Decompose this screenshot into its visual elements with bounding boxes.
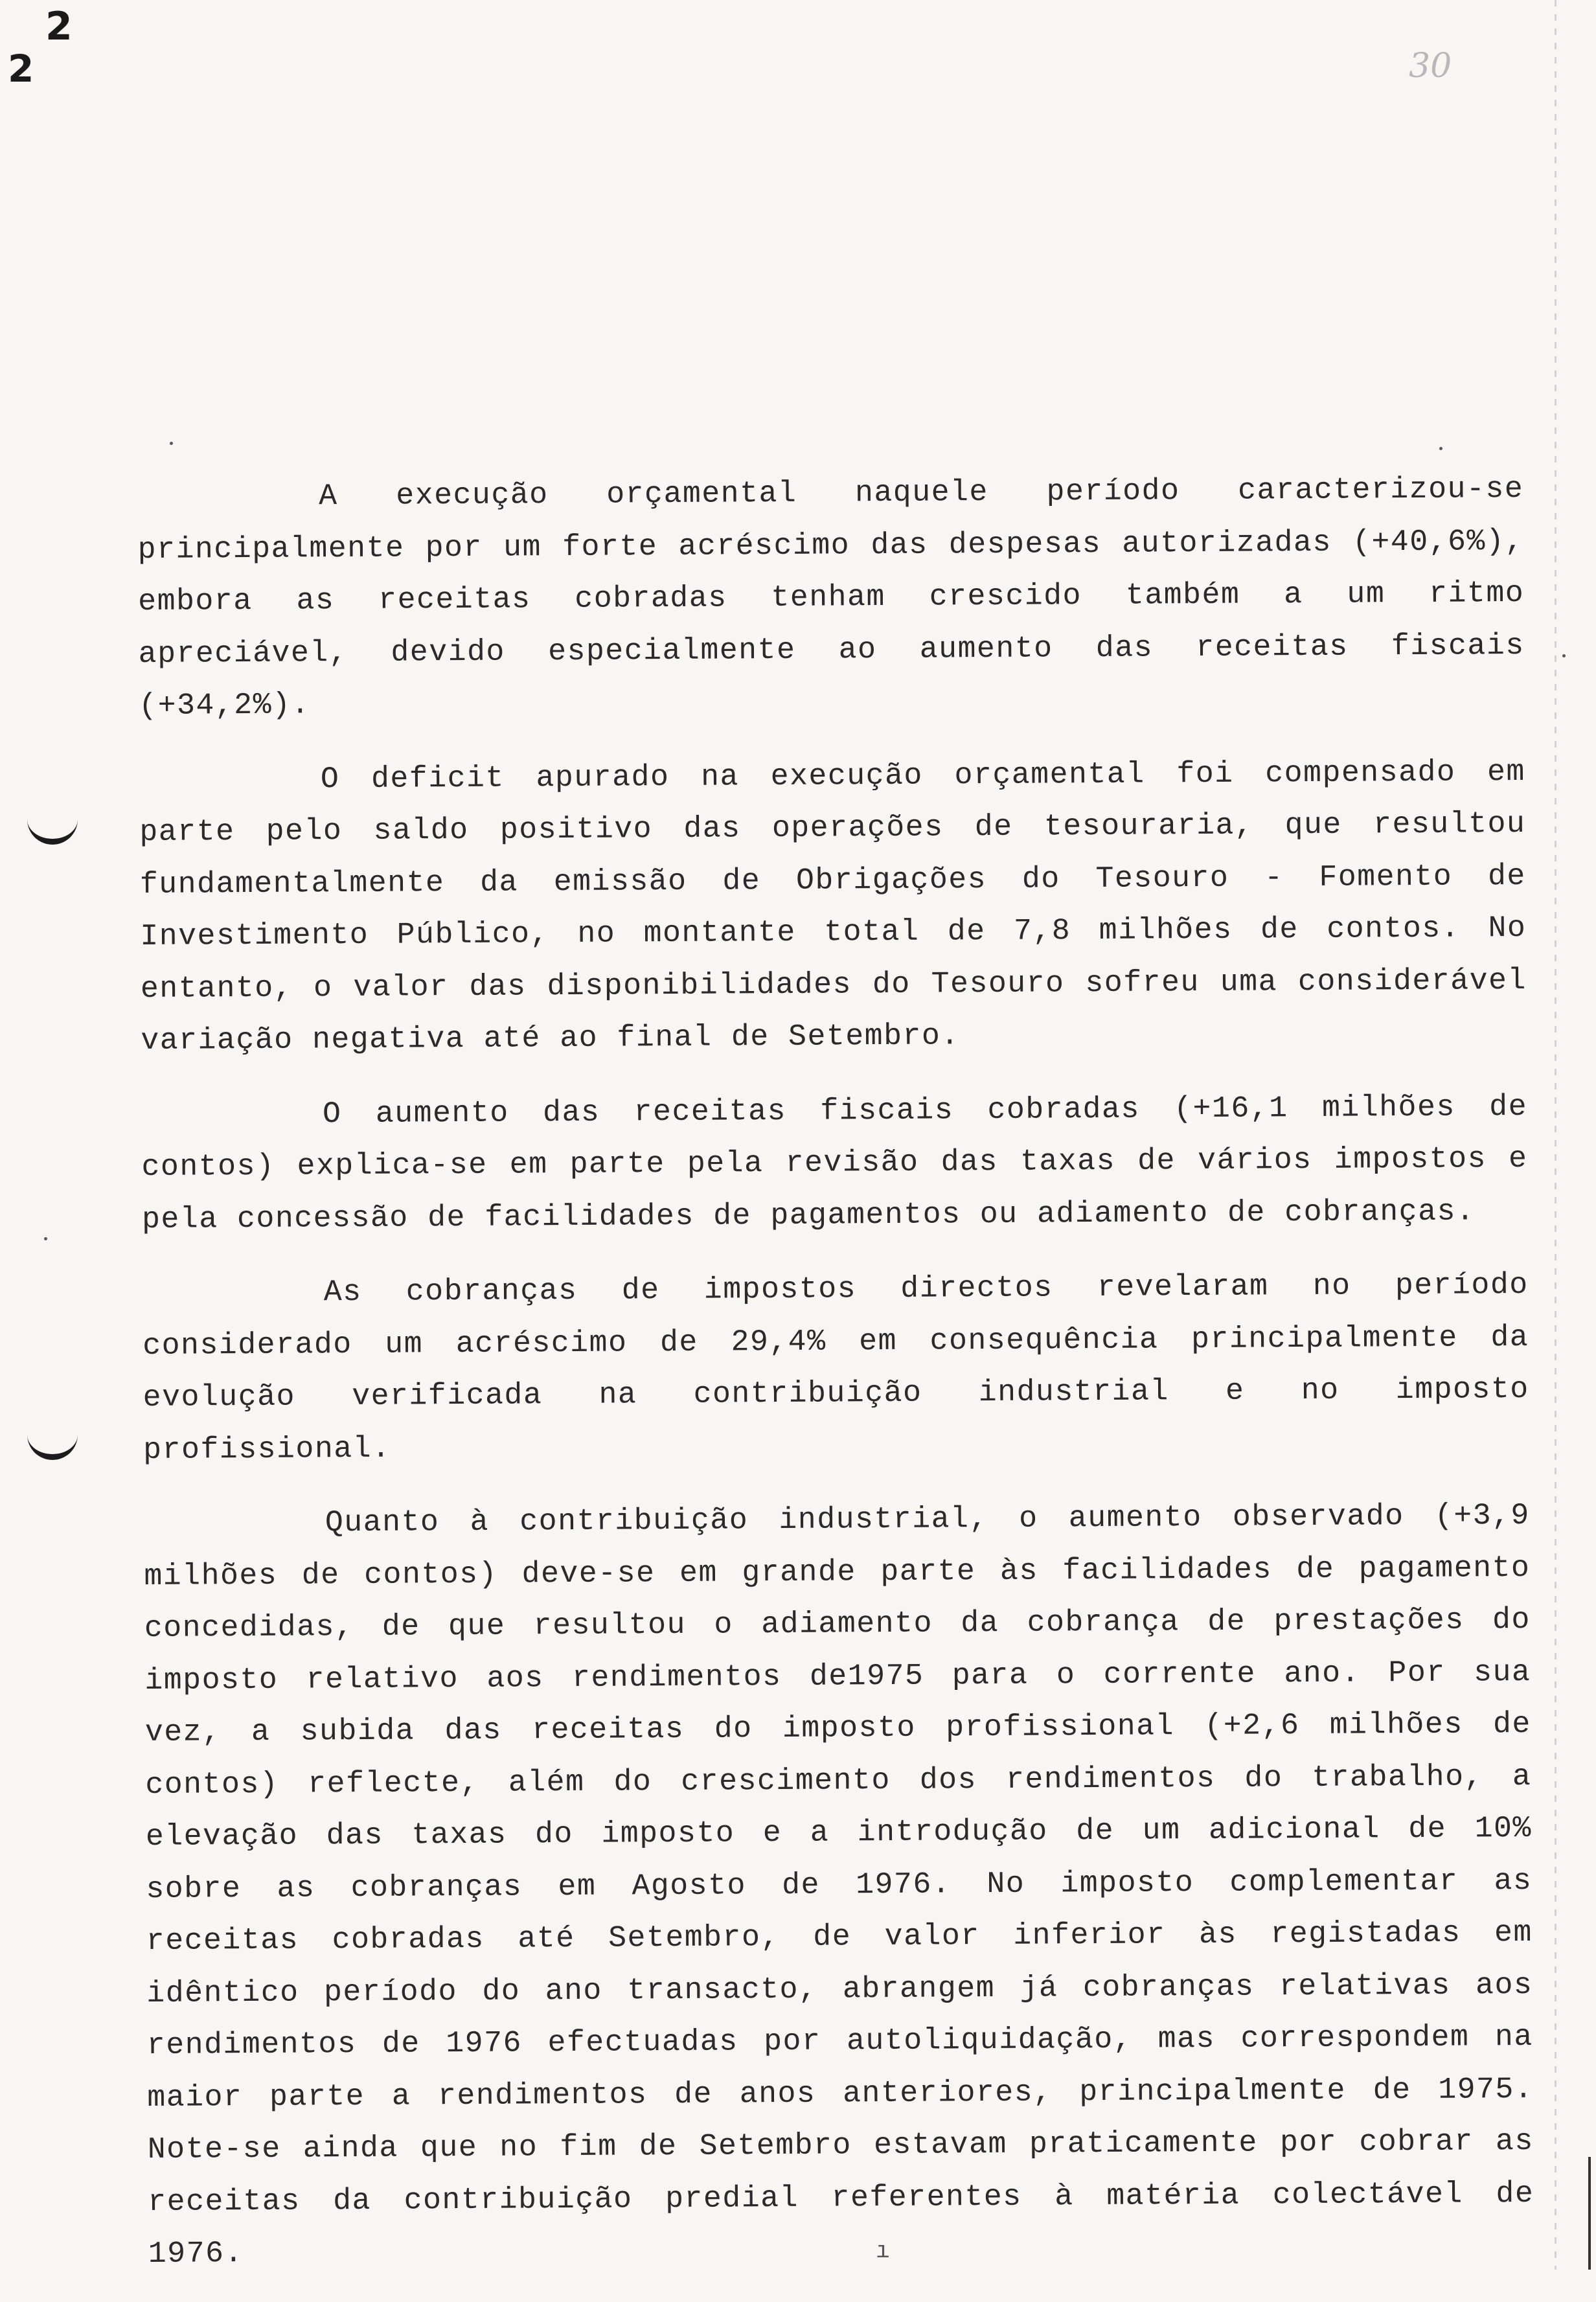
punch-hole-mark [27,1428,78,1460]
document-body [137,463,1534,2302]
page-number: 30 [1409,47,1452,85]
scan-mark: ı [876,2238,890,2264]
punch-hole-mark [27,813,78,845]
scan-speck [1439,447,1442,450]
paragraph-fiscal-revenue: O aumento das receitas fiscais cobradas (+16,1 milhões de contos) explica-se em parte pela revisão das taxas de vários impostos e pela concessão de facilidades de pagamentos ou adiamento de cobranças. [141,1089,1528,1236]
paragraph-budget-execution: A execução orçamental naquele período caracterizou-se principalmente por um forte acréscimo das despesas autorizadas (+40,6%), embora as receitas cobradas tenham crescido também a um ritmo apreciável, devido especialmente ao aumento das receitas fiscais (+34,2%). [137,471,1525,723]
paragraph-deficit: O deficit apurado na execução orçamental foi compensado em parte pelo saldo positivo das operações de tesouraria, que resultou fundamentalmente da emissão de Obrigações do Tesouro - Fomento de Investimento Público, no montante total de 7,8 milhões de contos. No entanto, o valor das disponibilidades do Tesouro sofreu uma considerável variação negativa até ao final de Setembro. [139,754,1527,1058]
page-edge-shadow [1588,2157,1591,2270]
scan-speck [1562,654,1566,657]
binder-edge-line [1555,0,1556,2270]
handwritten-corner-mark: 2 [45,4,73,49]
paragraph-industrial-contribution: Quanto à contribuição industrial, o aumento observado (+3,9 milhões de contos) deve-se em grande parte às facilidades de pagamento concedidas, de que resultou o adiamento da cobrança de prestações do imposto relativo aos rendimentos de1975 para o corrente ano. Por sua vez, a subida das receitas do imposto profissional (+2,6 milhões de contos) reflecte, além do crescimento dos rendimentos do trabalho, a elevação das taxas do imposto e a introdução de um adicional de 10% sobre as cobranças em Agosto de 1976. No imposto complementar as receitas cobradas até Setembro, de valor inferior às registadas em idêntico período do ano transacto, abrangem já cobranças relativas aos rendimentos de 1976 efectuadas por autoliquidação, mas correspondem na maior parte a rendimentos de anos anteriores, principalmente de 1975. Note-se ainda que no fim de Setembro estavam praticamente por cobrar as receitas da contribuição predial referentes à matéria colectável de 1976. [144,1498,1534,2271]
scan-speck [44,1237,47,1240]
paragraph-direct-taxes: As cobranças de impostos directos revelaram no período considerado um acréscimo de 29,4% em consequência principalmente da evolução verificada na contribuição industrial e no imposto profissional. [142,1267,1529,1467]
handwritten-corner-mark-second: 2 [8,47,34,91]
scan-speck [170,442,173,445]
